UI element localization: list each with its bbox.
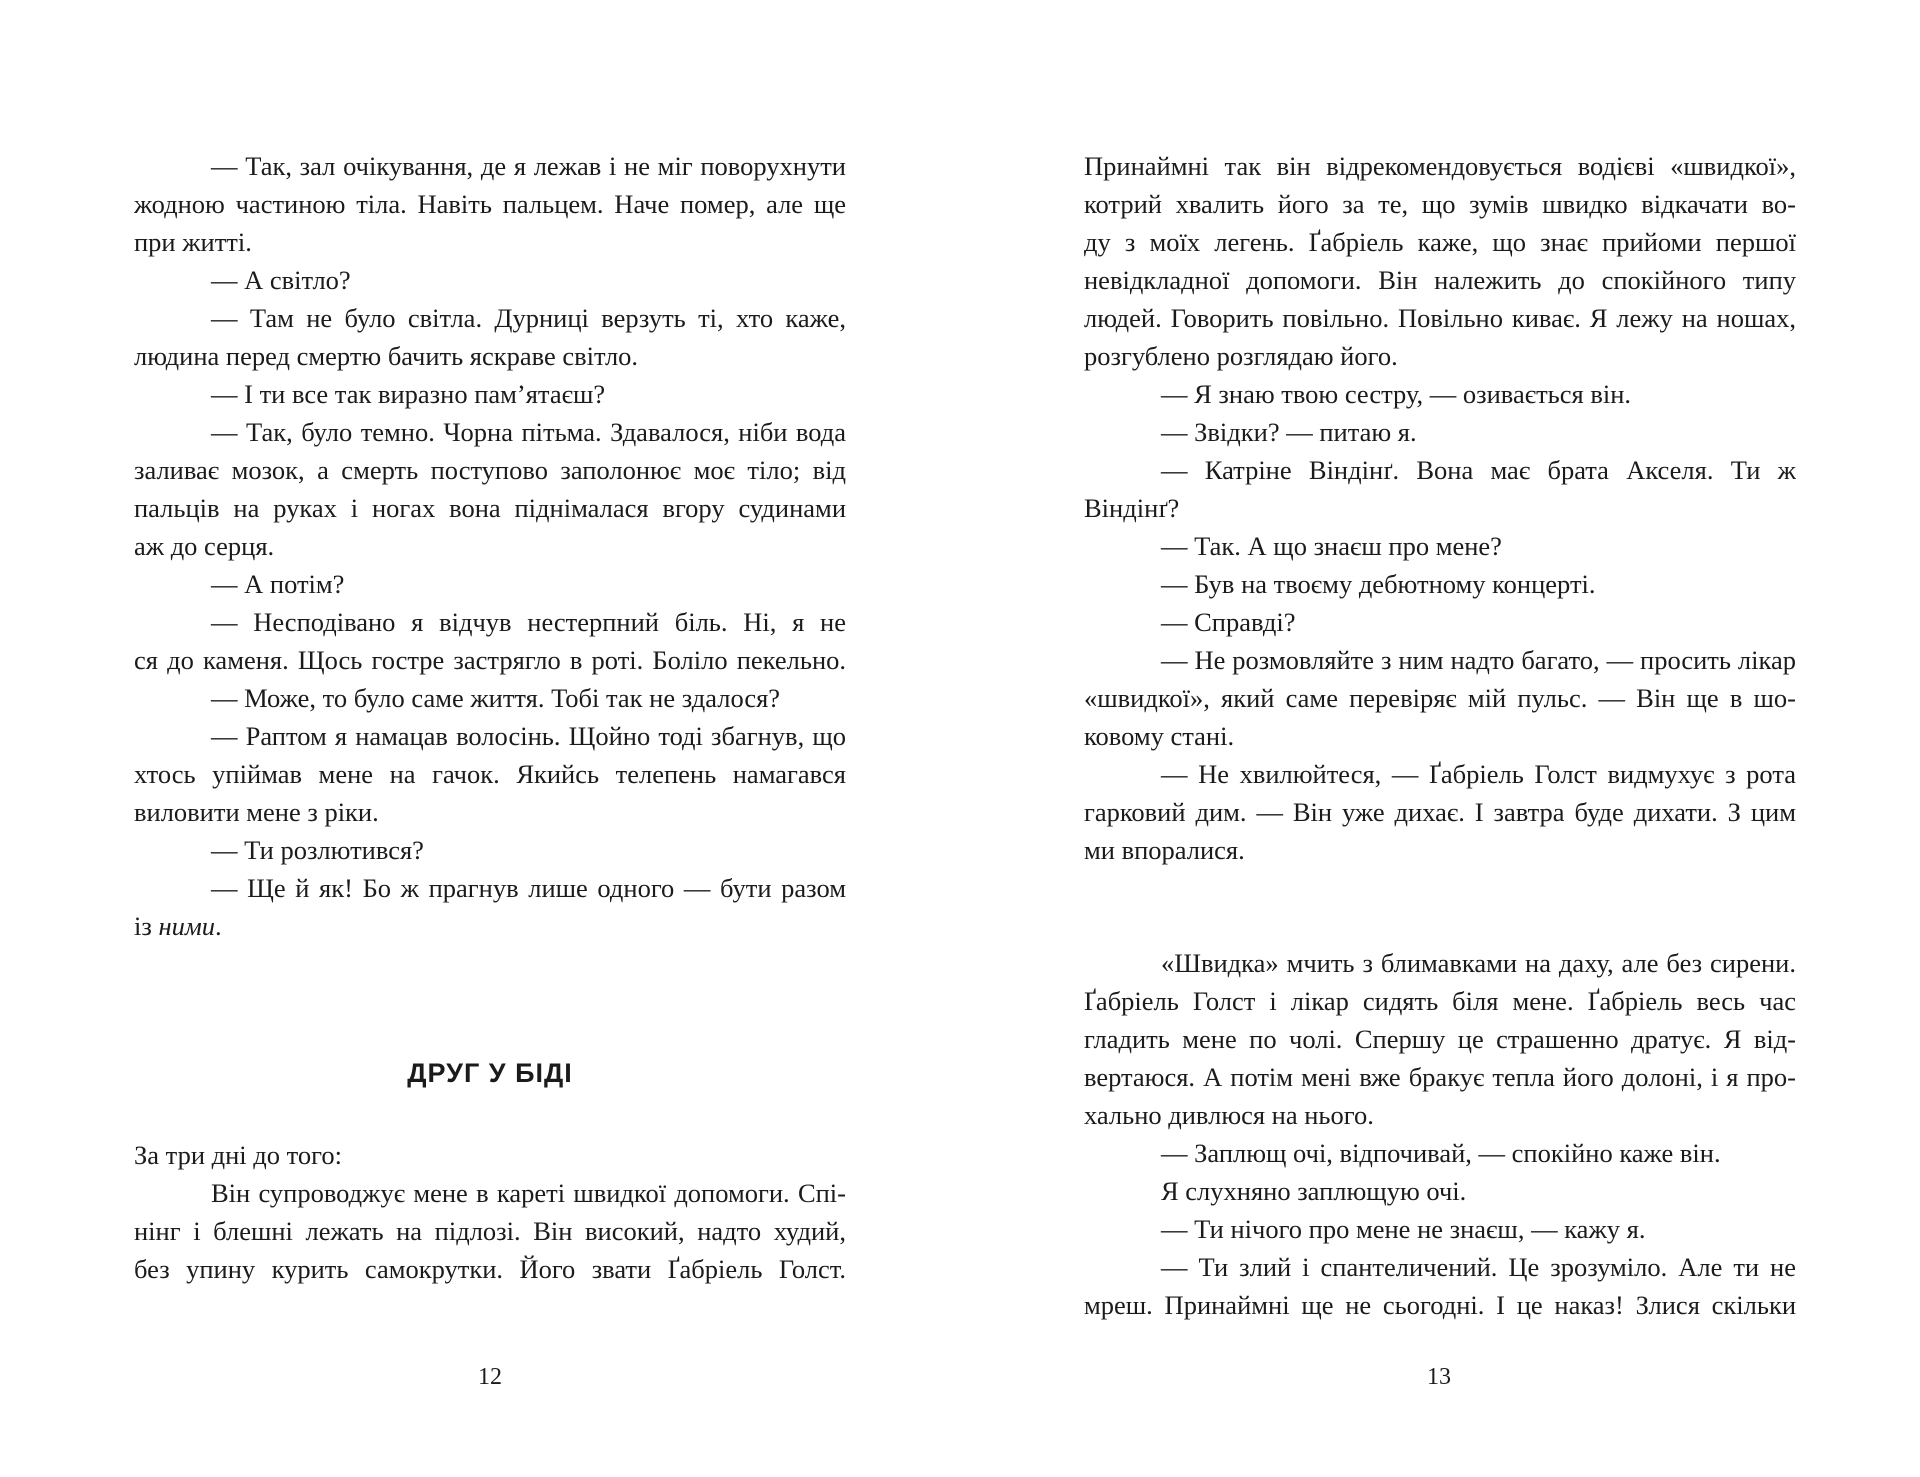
text-line: Віндінґ? [1084, 493, 1180, 523]
text-line: при житті. [134, 227, 252, 257]
text-line: вертаюся. А потім мені вже бракує тепла його долоні, і я про- [1084, 1062, 1796, 1092]
text-line: — Не хвилюйтеся, — Ґабріель Голст видмухує з рота [1161, 759, 1796, 789]
text-line: із ними. [134, 911, 222, 941]
text-line: — Звідки? — питаю я. [1161, 417, 1417, 447]
text-line: — Катріне Віндінґ. Вона має брата Акселя. Ти ж [1161, 455, 1796, 485]
text-line: — Там не було світла. Дурниці верзуть ті, хто каже, [211, 303, 846, 333]
text-line: ковому стані. [1084, 721, 1235, 751]
text-line: ся до каменя. Щось гостре застрягло в роті. Боліло пекельно. [134, 645, 846, 675]
text-line: гарковий дим. — Він уже дихає. І завтра буде дихати. З цим [1084, 797, 1796, 827]
text-line: хтось упіймав мене на гачок. Якийсь телепень намагався [134, 759, 846, 789]
text-line: «Швидка» мчить з блимавками на даху, але без сирени. [1161, 948, 1796, 978]
page-number-left: 12 [478, 1364, 502, 1390]
text-line: виловити мене з ріки. [134, 797, 379, 827]
text-line: заливає мозок, а смерть поступово заполонює моє тіло; від [134, 455, 846, 485]
text-line: Ґабріель Голст і лікар сидять біля мене. Ґабріель весь час [1084, 986, 1796, 1016]
text-line: Він супроводжує мене в кареті швидкої допомоги. Спі- [211, 1178, 846, 1208]
text-line: — Ти розлютився? [211, 835, 424, 865]
text-line: пальців на руках і ногах вона піднімалася вгору судинами [134, 493, 846, 523]
text-line: — Ти нічого про мене не знаєш, — кажу я. [1161, 1214, 1646, 1244]
left-text-block-1 [134, 147, 846, 945]
italic-word: ними [158, 911, 216, 941]
page-number-right: 13 [1427, 1364, 1451, 1390]
text-line: гладить мене по чолі. Спершу це страшенно дратує. Я від- [1084, 1024, 1796, 1054]
text-line: — Так, було темно. Чорна пітьма. Здавалося, ніби вода [211, 417, 846, 447]
text-line: жодною частиною тіла. Навіть пальцем. Наче помер, але ще [134, 189, 846, 219]
left-text-block-2 [134, 1136, 846, 1288]
text-line: — І ти все так виразно пам’ятаєш? [211, 379, 606, 409]
text-line: — Був на твоєму дебютному концерті. [1161, 569, 1596, 599]
text-line: без упину курить самокрутки. Його звати Ґабріель Голст. [134, 1254, 846, 1284]
text-line: — Я знаю твою сестру, — озивається він. [1161, 379, 1632, 409]
text-line: — Так, зал очікування, де я лежав і не міг поворухнути [211, 151, 846, 181]
text-line: — Може, то було саме життя. Тобі так не здалося? [211, 683, 781, 713]
text-line: — Так. А що знаєш про мене? [1161, 531, 1502, 561]
text-line: — А потім? [211, 569, 345, 599]
text-line: нінг і блешні лежать на підлозі. Він високий, надто худий, [134, 1216, 846, 1246]
text-line: За три дні до того: [134, 1140, 342, 1170]
text-line: — Не розмовляйте з ним надто багато, — просить лікар [1161, 645, 1796, 675]
text-line: мреш. Принаймні ще не сьогодні. І це наказ! Злися скільки [1084, 1290, 1796, 1320]
text-line: Принаймні так він відрекомендовується водієві «швидкої», [1084, 151, 1796, 181]
text-line: ду з моїх легень. Ґабріель каже, що знає прийоми першої [1084, 227, 1796, 257]
text-line: котрий хвалить його за те, що зумів швидко відкачати во- [1084, 189, 1796, 219]
text-line: «швидкої», який саме перевіряє мій пульс. — Він ще в шо- [1084, 683, 1796, 713]
text-line: — Раптом я намацав волосінь. Щойно тоді збагнув, що [211, 721, 846, 751]
right-text-block-1 [1084, 147, 1796, 869]
text-line: — А світло? [211, 265, 351, 295]
text-line: Я слухняно заплющую очі. [1161, 1176, 1467, 1206]
right-text-block-2 [1084, 944, 1796, 1324]
text-line: — Заплющ очі, відпочивай, — спокійно каже він. [1161, 1138, 1721, 1168]
text-line: невідкладної допомоги. Він належить до спокійного типу [1084, 265, 1796, 295]
text-line: аж до серця. [134, 531, 275, 561]
text-line: ми впоралися. [1084, 835, 1245, 865]
text-line: хально дивлюся на нього. [1084, 1100, 1374, 1130]
chapter-heading: ДРУГ У БІДІ [407, 1058, 573, 1088]
text-line: розгублено розглядаю його. [1084, 341, 1398, 371]
text-line: людина перед смертю бачить яскраве світло. [134, 341, 639, 371]
text-line: людей. Говорить повільно. Повільно киває. Я лежу на ношах, [1084, 303, 1796, 333]
text-line: — Ще й як! Бо ж прагнув лише одного — бути разом [211, 873, 846, 903]
text-line: — Справді? [1161, 607, 1296, 637]
text-line: — Несподівано я відчув нестерпний біль. Ні, я не [211, 607, 846, 637]
text-line: — Ти злий і спантеличений. Це зрозуміло. Але ти не [1161, 1252, 1796, 1282]
